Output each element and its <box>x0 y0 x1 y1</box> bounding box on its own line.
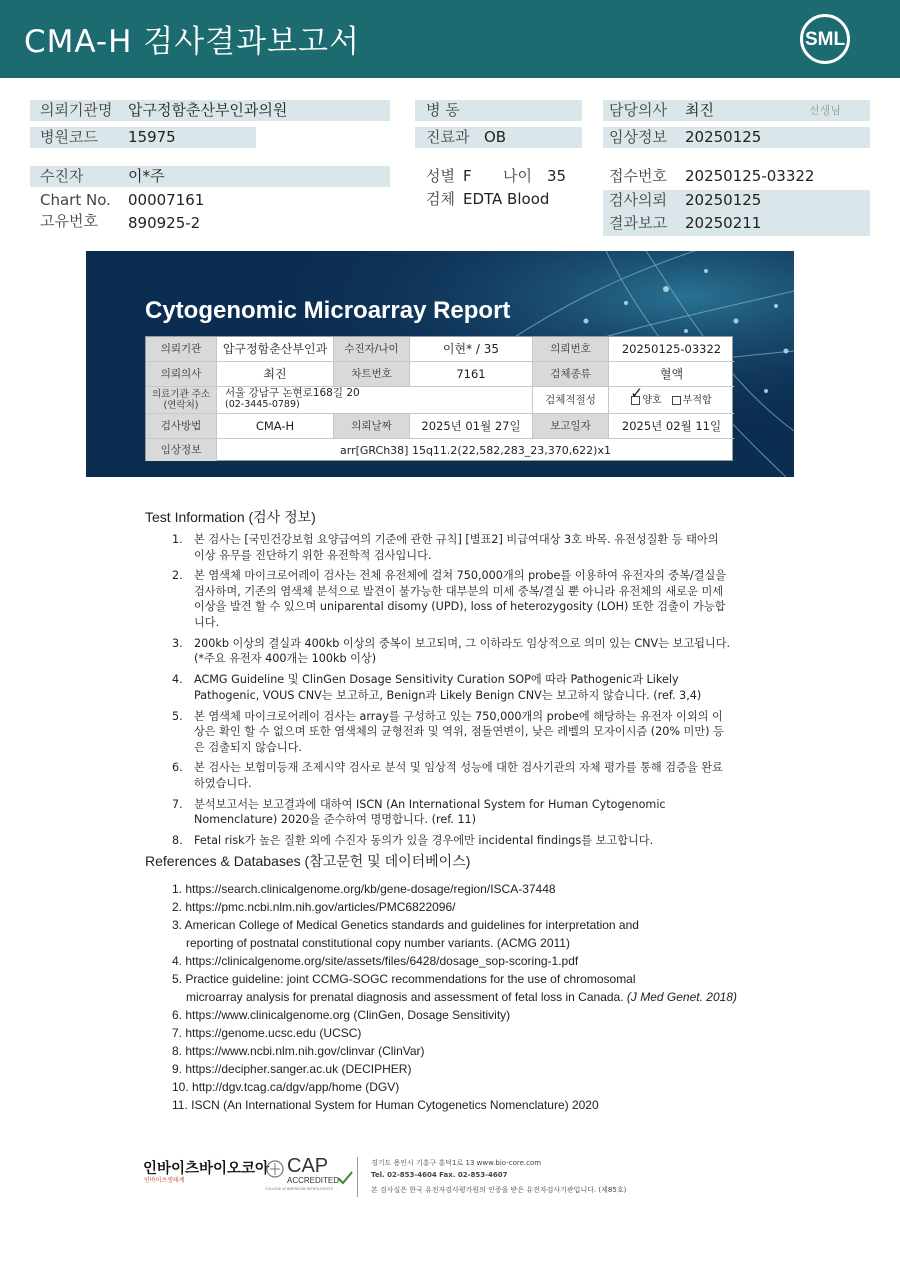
test-info-list <box>172 532 732 854</box>
report-date-value: 2025년 02월 11일 <box>609 414 734 439</box>
specimen-value: EDTA Blood <box>463 190 550 208</box>
reference-item[interactable]: 9. https://decipher.sanger.ac.uk (DECIPHER) <box>172 1062 412 1076</box>
age-value: 35 <box>547 167 567 185</box>
name-label: 수진자 <box>40 167 84 185</box>
footer-address: 경기도 용인시 기흥구 흥덕1로 13 www.bio-core.com <box>371 1159 542 1167</box>
chart-no-value: 7161 <box>410 362 533 387</box>
chart-value: 00007161 <box>128 191 205 209</box>
reference-item[interactable]: 10. http://dgv.tcag.ca/dgv/app/home (DGV) <box>172 1080 400 1094</box>
hospital-code-value: 15975 <box>128 128 176 146</box>
reference-item[interactable]: 7. https://genome.ucsc.edu (UCSC) <box>172 1026 362 1040</box>
receipt-label: 접수번호 <box>609 167 667 185</box>
addr-cell <box>217 387 533 414</box>
cap-check-icon <box>337 1171 353 1185</box>
addr-value: 서울 강남구 논현로168길 20 <box>225 387 360 399</box>
doctor-value: 최진 <box>685 101 714 119</box>
doc-value: 최진 <box>217 362 334 387</box>
dept-value: OB <box>484 128 507 146</box>
reference-item: 3. American College of Medical Genetics standards and guidelines for interpretation and reporting of postnatal constitutional copy number variants. (ACMG 2011) <box>172 918 639 950</box>
addr-label: 의료기관 주소 (연락처) <box>146 387 217 414</box>
references-title: References & Databases (참고문헌 및 데이터베이스) <box>145 853 471 869</box>
report-banner <box>86 251 794 477</box>
chart-no-label: 차트번호 <box>334 362 410 387</box>
list-item: 1. 본 검사는 [국민건강보험 요양급여의 기준에 관한 규칙] [별표2] 비급여대상 3호 바목. 유전성질환 등 태아의 이상 유무를 진단하기 위한 유전학적 검사입니다. <box>172 533 719 562</box>
phone-value: (02-3445-0789) <box>225 399 300 410</box>
report-date-label: 보고일자 <box>533 414 609 439</box>
chart-label: Chart No. <box>40 191 111 209</box>
footer-certification: 본 검사실은 한국 유전자검사평가원의 인증을 받은 유전자검사기관입니다. (제85호) <box>371 1186 627 1194</box>
sml-logo: SML <box>800 14 850 64</box>
inadequate-checkbox <box>672 396 681 405</box>
inst-label: 의뢰기관 <box>146 337 217 362</box>
report-clinical-label: 임상정보 <box>146 439 217 461</box>
footer-contact: Tel. 02-853-4604 Fax. 02-853-4607 <box>371 1171 508 1179</box>
name-box <box>30 166 390 187</box>
inadequate-label: 부적합 <box>682 394 712 406</box>
reference-item: 11. ISCN (An International System for Human Cytogenetics Nomenclature) 2020 <box>172 1098 599 1112</box>
result-value: 20250211 <box>685 214 762 232</box>
adequacy-options <box>609 383 734 414</box>
req-date-value: 2025년 01월 27일 <box>410 414 533 439</box>
ward-label: 병 동 <box>426 101 460 119</box>
reference-item[interactable]: 2. https://pmc.ncbi.nlm.nih.gov/articles/PMC6822096/ <box>172 900 456 914</box>
request-value: 20250125 <box>685 191 762 209</box>
patient-age-label: 수진자/나이 <box>334 337 410 362</box>
list-item: 5. 본 염색체 마이크로어레이 검사는 array를 구성하고 있는 750,000개의 probe에 해당하는 유전자 이외의 이상은 확인 할 수 없으며 또한 염색체의 균형전좌 및 역위, 점돌연변이, 낮은 레벨의 모자이시즘 (20% 미만) 등은 검출되지 않습니다. <box>172 709 724 754</box>
adequate-checkbox <box>630 383 643 405</box>
doctor-label: 담당의사 <box>609 101 667 119</box>
institution-label: 의뢰기관명 <box>40 101 113 119</box>
inst-value: 압구정함춘산부인과 <box>217 337 334 362</box>
dept-label: 진료과 <box>426 128 470 146</box>
req-date-label: 의뢰날짜 <box>334 414 410 439</box>
list-item: 6. 본 검사는 보험미등재 조제시약 검사로 분석 및 임상적 성능에 대한 검사기관의 자체 평가를 통해 검증을 완료하였습니다. <box>172 761 723 790</box>
institution-value: 압구정함춘산부인과의원 <box>128 101 288 119</box>
list-item: 8. Fetal risk가 높은 질환 외에 수진자 동의가 있을 경우에만 incidental findings를 보고합니다. <box>172 834 654 848</box>
report-clinical-value: arr[GRCh38] 15q11.2(22,582,283_23,370,622)x1 <box>340 443 611 457</box>
company-logo-sub: 인바이츠생태계 <box>144 1177 185 1184</box>
list-item: 3. 200kb 이상의 결실과 400kb 이상의 중복이 보고되며, 그 이하라도 임상적으로 의미 있는 CNV는 보고됩니다. (*주요 유전자 400개는 100kb 이상) <box>172 636 731 666</box>
reference-item: 5. Practice guideline: joint CCMG-SOGC recommendations for the use of chromosomal microarray analysis for prenatal diagnosis and assessment of fetal loss in Canada. (J Med Genet. 2018) <box>172 972 737 1004</box>
list-item: 2. 본 염색체 마이크로어레이 검사는 전체 유전체에 걸쳐 750,000개의 probe를 이용하여 유전자의 중복/결실을 검사하며, 기존의 염색체 분석으로 발견이 불가능한 대부분의 미세 중복/결실 뿐 아니라 유전체의 새로운 미세이상을 발견 할 수 있으며 uniparental disomy (UPD), loss of heterozygosity (LOH) 또한 검출이 가능합니다. <box>172 569 727 629</box>
method-value: CMA-H <box>217 414 334 439</box>
uid-label: 고유번호 <box>40 212 98 230</box>
adequacy-label: 검체적절성 <box>533 387 609 414</box>
req-no-label: 의뢰번호 <box>533 337 609 362</box>
references-list <box>172 880 772 1114</box>
adequate-label: 양호 <box>642 394 662 406</box>
check-icon: ✓ <box>630 383 643 402</box>
header-bar <box>0 0 900 78</box>
report-summary-table <box>145 336 733 461</box>
footer-divider <box>357 1157 358 1197</box>
method-label: 검사방법 <box>146 414 217 439</box>
reference-item[interactable]: 1. https://search.clinicalgenome.org/kb/gene-dosage/region/ISCA-37448 <box>172 882 556 896</box>
doc-label: 의뢰의사 <box>146 362 217 387</box>
doctor-suffix: 선생님 <box>809 104 841 117</box>
age-label: 나이 <box>503 167 532 185</box>
footer <box>143 1155 763 1200</box>
sex-label: 성별 <box>426 167 455 185</box>
list-item: 7. 분석보고서는 보고결과에 대하여 ISCN (An International System for Human Cytogenomic Nomenclature) 2020을 준수하여 명명합니다. (ref. 11) <box>172 797 666 827</box>
request-label: 검사의뢰 <box>609 191 667 209</box>
cap-emblem-icon <box>265 1157 285 1187</box>
clinical-value: 20250125 <box>685 128 762 146</box>
uid-value: 890925-2 <box>128 214 201 232</box>
reference-item[interactable]: 8. https://www.ncbi.nlm.nih.gov/clinvar (ClinVar) <box>172 1044 425 1058</box>
specimen-type-value: 혈액 <box>609 362 734 387</box>
receipt-value: 20250125-03322 <box>685 167 815 185</box>
page-title: CMA-H 검사결과보고서 <box>24 24 360 60</box>
test-info-title: Test Information (검사 정보) <box>145 509 316 525</box>
specimen-type-label: 검체종류 <box>533 362 609 387</box>
hospital-code-label: 병원코드 <box>40 128 98 146</box>
sex-value: F <box>463 167 472 185</box>
patient-age-value: 이현* / 35 <box>410 337 533 362</box>
reference-item[interactable]: 4. https://clinicalgenome.org/site/assets/files/6428/dosage_sop-scoring-1.pdf <box>172 954 579 968</box>
clinical-label: 임상정보 <box>609 128 667 146</box>
reference-item[interactable]: 6. https://www.clinicalgenome.org (ClinGen, Dosage Sensitivity) <box>172 1008 511 1022</box>
list-item: 4. ACMG Guideline 및 ClinGen Dosage Sensitivity Curation SOP에 따라 Pathogenic과 Likely Pathogenic, VOUS CNV는 보고하고, Benign과 Likely Benign CNV는 보고하지 않습니다. (ref. 3,4) <box>172 673 702 702</box>
name-value: 이*주 <box>128 167 165 185</box>
cap-logo: CAP ACCREDITED COLLEGE of AMERICAN PATHOLOGISTS <box>265 1155 355 1195</box>
result-label: 결과보고 <box>609 214 667 232</box>
company-logo: 인바이츠바이오코아 <box>143 1161 270 1177</box>
report-title: Cytogenomic Microarray Report <box>145 297 511 324</box>
specimen-label: 검체 <box>426 190 455 208</box>
req-no-value: 20250125-03322 <box>609 337 734 362</box>
